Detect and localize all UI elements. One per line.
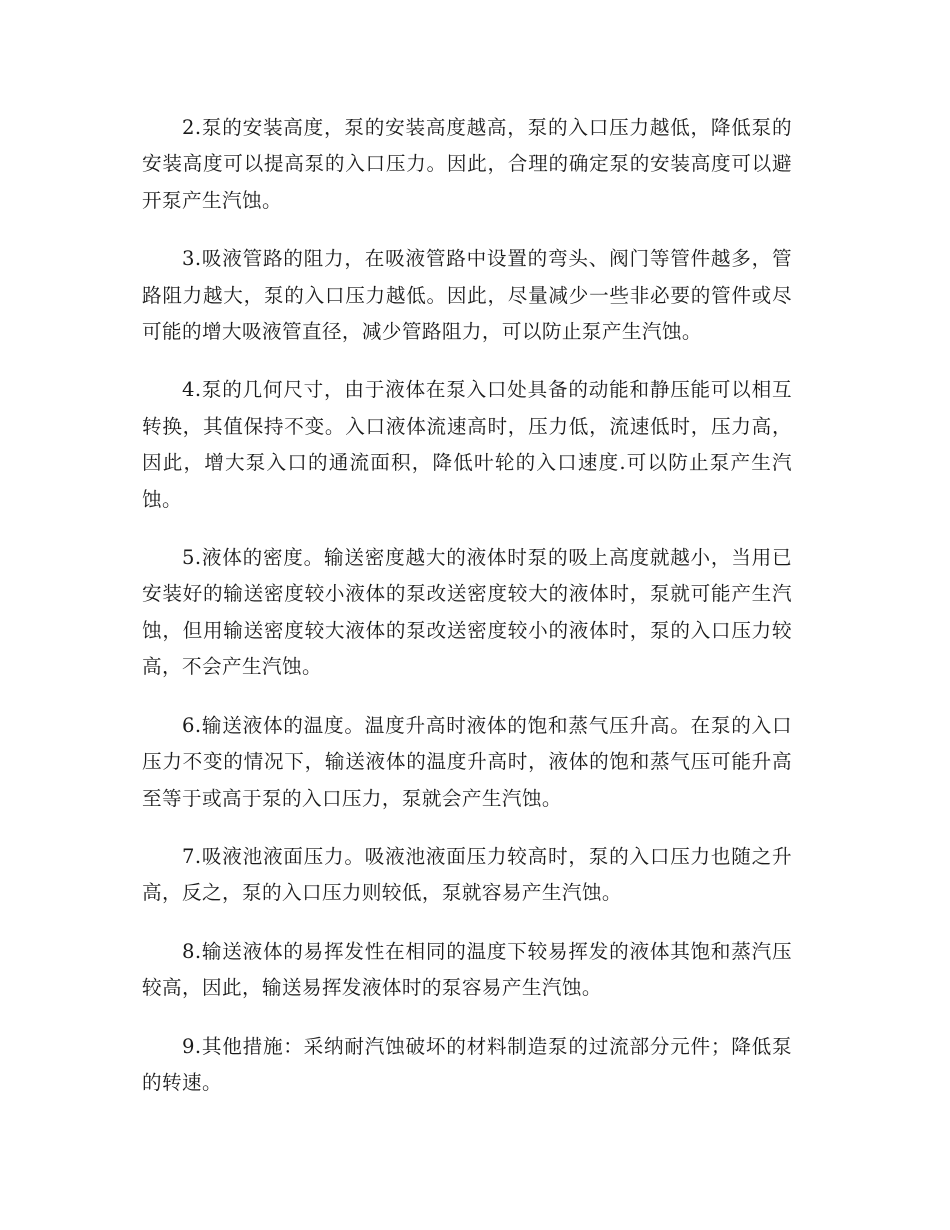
paragraph-suction-pool-pressure: 7.吸液池液面压力。吸液池液面压力较高时，泵的入口压力也随之升高，反之，泵的入口压力则较低，泵就容易产生汽蚀。: [142, 844, 792, 905]
paragraph-pump-geometry: 4.泵的几何尺寸，由于液体在泵入口处具备的动能和静压能可以相互转换，其值保持不变。入口液体流速高时，压力低，流速低时，压力高，因此，增大泵入口的通流面积，降低叶轮的入口速度.可以防止泵产生汽蚀。: [142, 378, 792, 511]
paragraph-liquid-density: 5.液体的密度。输送密度越大的液体时泵的吸上高度就越小，当用已安装好的输送密度较小液体的泵改送密度较大的液体时，泵就可能产生汽蚀，但用输送密度较大液体的泵改送密度较小的液体时，泵的入口压力较高，不会产生汽蚀。: [142, 546, 792, 679]
paragraph-liquid-temperature: 6.输送液体的温度。温度升高时液体的饱和蒸气压升高。在泵的入口压力不变的情况下，输送液体的温度升高时，液体的饱和蒸气压可能升高至等于或高于泵的入口压力，泵就会产生汽蚀。: [142, 713, 792, 810]
paragraph-pump-install-height: 2.泵的安装高度，泵的安装高度越高，泵的入口压力越低，降低泵的安装高度可以提高泵的入口压力。因此，合理的确定泵的安装高度可以避开泵产生汽蚀。: [142, 116, 792, 212]
paragraph-liquid-volatility: 8.输送液体的易挥发性在相同的温度下较易挥发的液体其饱和蒸汽压较高，因此，输送易挥发液体时的泵容易产生汽蚀。: [142, 939, 792, 1000]
paragraph-other-measures: 9.其他措施：采纳耐汽蚀破坏的材料制造泵的过流部分元件；降低泵的转速。: [142, 1034, 792, 1094]
paragraph-suction-pipe-resistance: 3.吸液管路的阻力，在吸液管路中设置的弯头、阀门等管件越多，管路阻力越大，泵的入口压力越低。因此，尽量减少一些非必要的管件或尽可能的增大吸液管直径，减少管路阻力，可以防止泵产生汽蚀。: [142, 247, 792, 344]
document-page: [142, 110, 792, 1123]
